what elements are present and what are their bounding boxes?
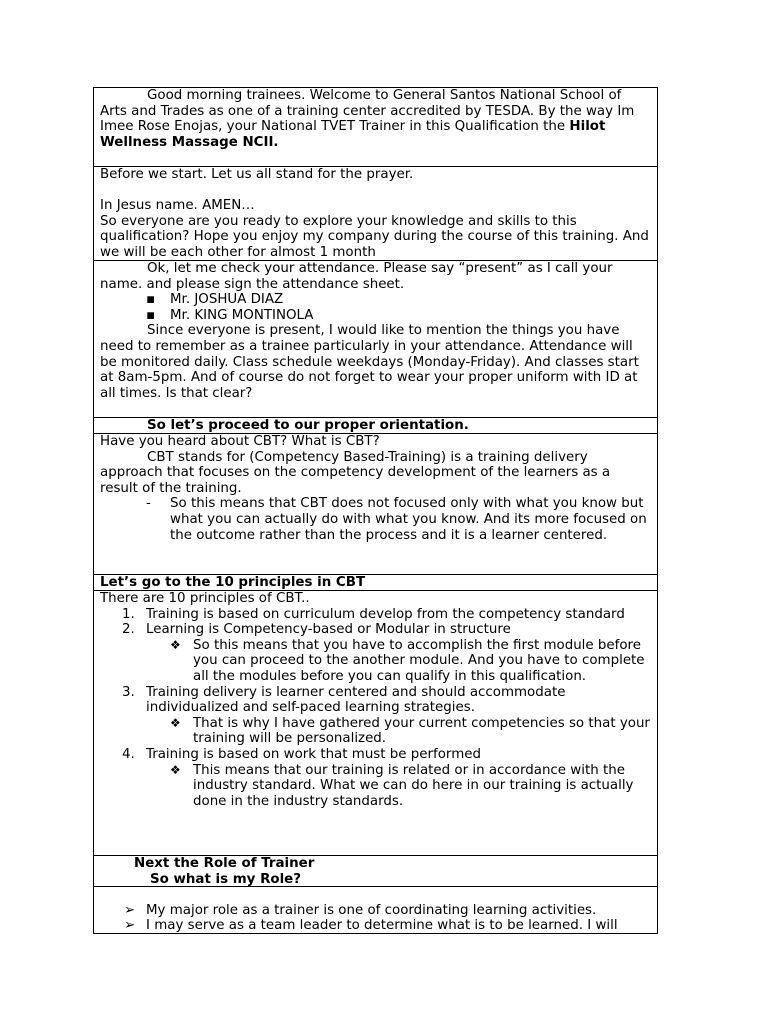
intro-cell: [94, 88, 657, 167]
principle-subpoint: ❖ This means that our training is related or in accordance with the industry standard. What we can do here in our training is actually done in the industry standards.: [170, 762, 634, 809]
qualification-name: Hilot Wellness Massage NCII.: [100, 119, 606, 150]
attendance-body: Since everyone is present, I would like to mention the things you have need to remember as a trainee particularly in your attendance. Attendance will be monitored daily. Class schedule weekdays (Monday-Friday). And classes start at 8am-5pm. And of course do not forget to wear your proper uniform with ID at all times. Is that clear?: [100, 323, 639, 401]
arrow-bullet-icon: ➢: [124, 918, 136, 934]
diamond-bullet-icon: ❖: [170, 637, 181, 652]
principle-item: 3. Training delivery is learner centered and should accommodate individualized and self-paced learning strategies.: [122, 684, 566, 716]
diamond-bullet-icon: ❖: [170, 762, 181, 777]
arrow-bullet-icon: ➢: [124, 902, 136, 918]
lesson-table: [93, 87, 658, 934]
attendance-intro: Ok, let me check your attendance. Please say “present” as I call your name. and please sign the attendance sheet.: [100, 261, 613, 292]
role-item: ➢ I may serve as a team leader to determine what is to be learned. I will: [124, 918, 618, 934]
prayer-cell: [94, 167, 657, 261]
principles-cell: [94, 591, 657, 856]
cbt-question: Have you heard about CBT? What is CBT?: [100, 434, 380, 449]
cbt-note: - So this means that CBT does not focused only with what you know but what you can actually do with what you know. And its more focused on the outcome rather than the process and it is a learner centered.: [146, 496, 647, 543]
principles-intro: There are 10 principles of CBT..: [100, 591, 310, 606]
trainer-heading-cell: [94, 856, 657, 887]
prayer-line-1: Before we start. Let us all stand for the prayer.: [100, 167, 414, 182]
principle-subpoint: ❖ So this means that you have to accomplish the first module before you can proceed to the another module. And you have to complete all the modules before you can qualify in this qualification.: [170, 637, 645, 684]
square-bullet-icon: ▪: [146, 307, 156, 323]
square-bullet-icon: ▪: [146, 292, 156, 308]
attendance-name: ▪ Mr. KING MONTINOLA: [146, 307, 314, 323]
orientation-cell: [94, 418, 657, 434]
principles-heading-cell: [94, 575, 657, 591]
orientation-heading: So let’s proceed to our proper orientation.: [147, 418, 469, 433]
principle-item: 4. Training is based on work that must be performed: [122, 746, 481, 762]
principle-subpoint: ❖ That is why I have gathered your current competencies so that your training will be personalized.: [170, 715, 650, 747]
principle-item: 2. Learning is Competency-based or Modular in structure: [122, 622, 511, 638]
intro-paragraph: Good morning trainees. Welcome to General Santos National School of Arts and Trades as one of a training center accredited by TESDA. By the way Im Imee Rose Enojas, your National TVET Trainer in this Qualification the Hilot Wellness Massage NCII.: [100, 88, 635, 150]
trainer-heading: Next the Role of Trainer: [134, 856, 315, 871]
cbt-definition: CBT stands for (Competency Based-Training) is a training delivery approach that focuses on the competency development of the learners as a result of the training.: [100, 449, 611, 496]
prayer-line-3: So everyone are you ready to explore your knowledge and skills to this qualification? Hope you enjoy my company during the course of this training. And we will be each other for almost 1 month: [100, 213, 649, 260]
attendance-name: ▪ Mr. JOSHUA DIAZ: [146, 292, 284, 308]
roles-cell: [94, 887, 657, 934]
principles-heading: Let’s go to the 10 principles in CBT: [100, 575, 366, 590]
diamond-bullet-icon: ❖: [170, 715, 181, 730]
trainer-subheading: So what is my Role?: [150, 871, 302, 887]
role-item: ➢ My major role as a trainer is one of coordinating learning activities.: [124, 902, 597, 918]
principle-item: 1. Training is based on curriculum develop from the competency standard: [122, 606, 625, 622]
prayer-line-2: In Jesus name. AMEN…: [100, 198, 255, 214]
cbt-cell: [94, 434, 657, 575]
dash-bullet-icon: -: [146, 496, 151, 512]
attendance-cell: [94, 261, 657, 418]
